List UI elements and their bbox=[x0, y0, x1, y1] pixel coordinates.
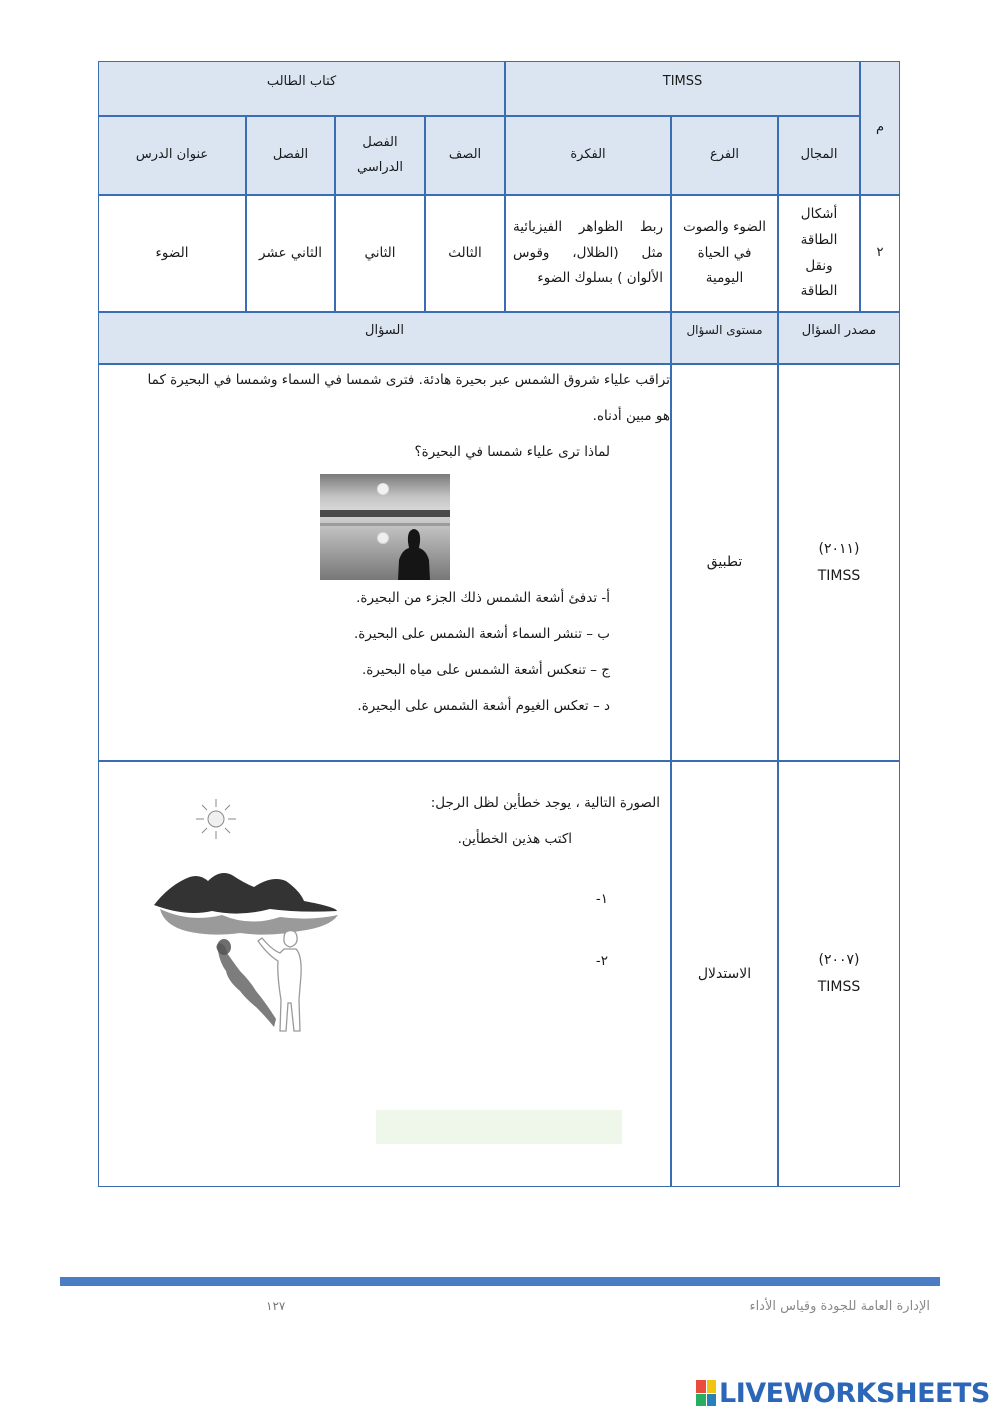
row-grade: الثالث bbox=[425, 195, 505, 312]
q2-level: الاستدلال bbox=[671, 761, 778, 1187]
row-lesson: الضوء bbox=[98, 195, 246, 312]
row-field: أشكال الطاقة ونقل الطاقة bbox=[778, 195, 860, 312]
row-branch: الضوء والصوت في الحياة اليومية bbox=[671, 195, 778, 312]
shadow-illustration bbox=[150, 795, 345, 1040]
header-grade: الصف bbox=[425, 116, 505, 195]
q2-answer-1-field[interactable] bbox=[400, 884, 600, 916]
header-idea: الفكرة bbox=[505, 116, 671, 195]
row-idea: ربط الظواهر الفيزيائية مثل (الظلال، وقوس الألوان ) بسلوك الضوء bbox=[505, 195, 671, 312]
q1-source: (٢٠١١) TIMSS bbox=[778, 364, 900, 761]
header-col-m: م bbox=[860, 61, 900, 195]
q1-option-d[interactable]: د – تعكس الغيوم أشعة الشمس على البحيرة. bbox=[357, 698, 610, 714]
header-lesson-title: عنوان الدرس bbox=[98, 116, 246, 195]
footer-page-number: ١٢٧ bbox=[266, 1299, 286, 1313]
q1-stem-line2: هو مبين أدناه. bbox=[592, 408, 670, 424]
q1-option-b[interactable]: ب – تنشر السماء أشعة الشمس على البحيرة. bbox=[353, 626, 610, 642]
q1-stem-line1: تراقب علياء شروق الشمس عبر بحيرة هادئة. فترى شمسا في السماء وشمسا في البحيرة كما bbox=[147, 372, 670, 388]
q2-answer-1-label: ١- bbox=[595, 891, 608, 907]
row-number: ٢ bbox=[860, 195, 900, 312]
liveworksheets-logo[interactable] bbox=[696, 1376, 990, 1410]
q1-question: لماذا ترى علياء شمسا في البحيرة؟ bbox=[414, 444, 610, 460]
q1-level: تطبيق bbox=[671, 364, 778, 761]
man-figure bbox=[258, 931, 301, 1031]
qheader-source: مصدر السؤال bbox=[778, 312, 900, 364]
header-branch: الفرع bbox=[671, 116, 778, 195]
footer-bar bbox=[60, 1277, 940, 1286]
footer-org: الإدارة العامة للجودة وقياس الأداء bbox=[749, 1299, 930, 1314]
q2-answer-2-label: ٢- bbox=[595, 953, 608, 969]
header-student-book: كتاب الطالب bbox=[98, 61, 505, 116]
qheader-question: السؤال bbox=[98, 312, 671, 364]
header-chapter: الفصل bbox=[246, 116, 335, 195]
q2-answer-box[interactable] bbox=[376, 1110, 622, 1144]
row-chapter: الثاني عشر bbox=[246, 195, 335, 312]
header-timss: TIMSS bbox=[505, 61, 860, 116]
sun-icon bbox=[196, 799, 236, 839]
q2-answer-2-field[interactable] bbox=[400, 946, 600, 978]
q1-option-c[interactable]: ج – تنعكس أشعة الشمس على مياه البحيرة. bbox=[361, 662, 610, 678]
liveworksheets-brand: LIVEWORKSHEETS bbox=[719, 1377, 990, 1409]
q2-source: (٢٠٠٧) TIMSS bbox=[778, 761, 900, 1187]
q2-instruction: اكتب هذين الخطأين. bbox=[457, 831, 572, 847]
q1-option-a[interactable]: أ- تدفئ أشعة الشمس ذلك الجزء من البحيرة. bbox=[356, 590, 610, 606]
liveworksheets-badge bbox=[696, 1380, 716, 1406]
header-semester: الفصل الدراسي bbox=[335, 116, 425, 195]
row-semester: الثاني bbox=[335, 195, 425, 312]
qheader-level: مستوى السؤال bbox=[671, 312, 778, 364]
q2-stem: الصورة التالية ، يوجد خطأين لظل الرجل: bbox=[430, 795, 660, 811]
header-field: المجال bbox=[778, 116, 860, 195]
lake-sunrise-photo bbox=[320, 474, 450, 580]
